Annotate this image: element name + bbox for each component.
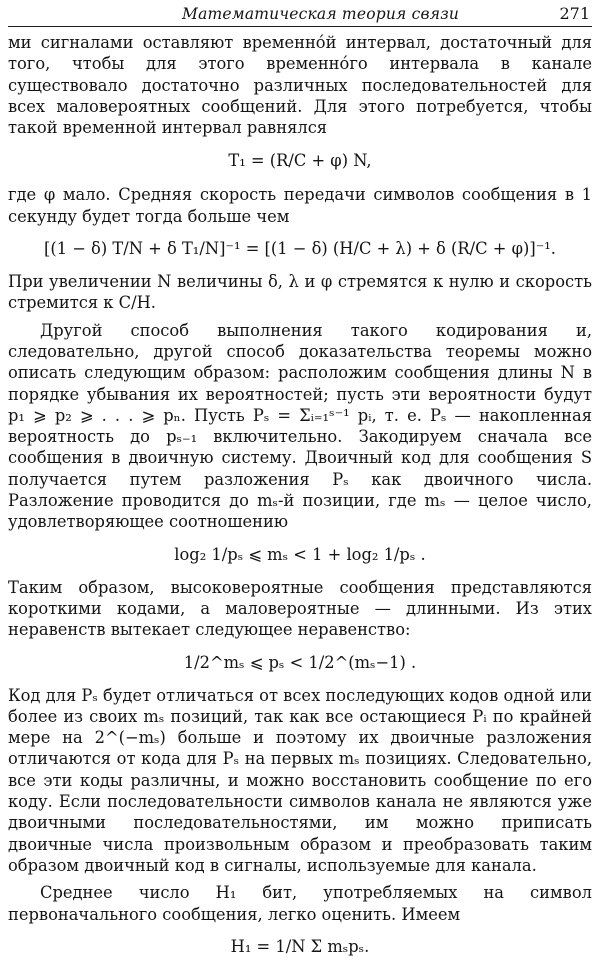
page-number: 271 — [559, 4, 590, 23]
running-title: Математическая теория связи — [182, 5, 460, 23]
formula-probability-bounds: 1/2^mₛ ⩽ pₛ < 1/2^(mₛ−1) . — [183, 652, 417, 672]
formula-log-bounds: log₂ 1/pₛ ⩽ mₛ < 1 + log₂ 1/pₛ . — [174, 544, 426, 564]
paragraph-2: где φ мало. Средняя скорость передачи символов сообщения в 1 секунду будет тогда больше чем — [8, 185, 592, 226]
formula-average-bits: H₁ = 1/N Σ mₛpₛ. — [230, 936, 370, 956]
paragraph-4: Другой способ выполнения такого кодирования и, следовательно, другой способ доказательства теоремы можно описать следующим образом: расположим сообщения длины N в порядке убывания их вероятностей; пусть эти вероятности будут p₁ ⩾ p₂ ⩾ . . . ⩾ pₙ. Пусть Pₛ = Σᵢ₌₁ˢ⁻¹ pᵢ, т. е. Pₛ — накопленная вероятность до pₛ₋₁ включительно. Закодируем сначала все сообщения в двоичную систему. Двоичный код для сообщения S получается путем разложения Pₛ как двоичного числа. Разложение проводится до mₛ-й позиции, где mₛ — целое число, удовлетворяющее соотношению — [8, 320, 592, 532]
paragraph-7: Среднее число H₁ бит, употребляемых на символ первоначального сообщения, легко оценить. Имеем — [8, 883, 592, 924]
running-header — [8, 2, 592, 27]
paragraph-3: При увеличении N величины δ, λ и φ стремятся к нулю и скорость стремится к C/H. — [8, 272, 592, 313]
page-body — [8, 32, 592, 969]
formula-rate: [(1 − δ) T/N + δ T₁/N]⁻¹ = [(1 − δ) (H/C + λ) + δ (R/C + φ)]⁻¹. — [44, 239, 556, 259]
paragraph-5: Таким образом, высоковероятные сообщения представляются короткими кодами, а маловероятные — длинными. Из этих неравенств вытекает следующее неравенство: — [8, 577, 592, 640]
paragraph-1: ми сигналами оставляют временно́й интервал, достаточный для того, чтобы для этого временно́го интервала в канале существовало достаточно различных последовательностей для всех маловероятных сообщений. Для этого потребуется, чтобы такой временной интервал равнялся — [8, 33, 592, 138]
formula-time-interval: T₁ = (R/C + φ) N, — [228, 151, 372, 171]
paragraph-6: Код для Pₛ будет отличаться от всех последующих кодов одной или более из своих mₛ позиций, так как все остающиеся Pᵢ по крайней мере на 2^(−mₛ) больше и поэтому их двоичные разложения отличаются от кода для Pₛ на первых mₛ позициях. Следовательно, все эти коды различны, и можно восстановить сообщение по его коду. Если последовательности символов канала не являются уже двоичными последовательностями, им можно приписать двоичные числа произвольным образом и преобразовать таким образом двоичный код в сигналы, используемые для канала. — [8, 685, 593, 875]
